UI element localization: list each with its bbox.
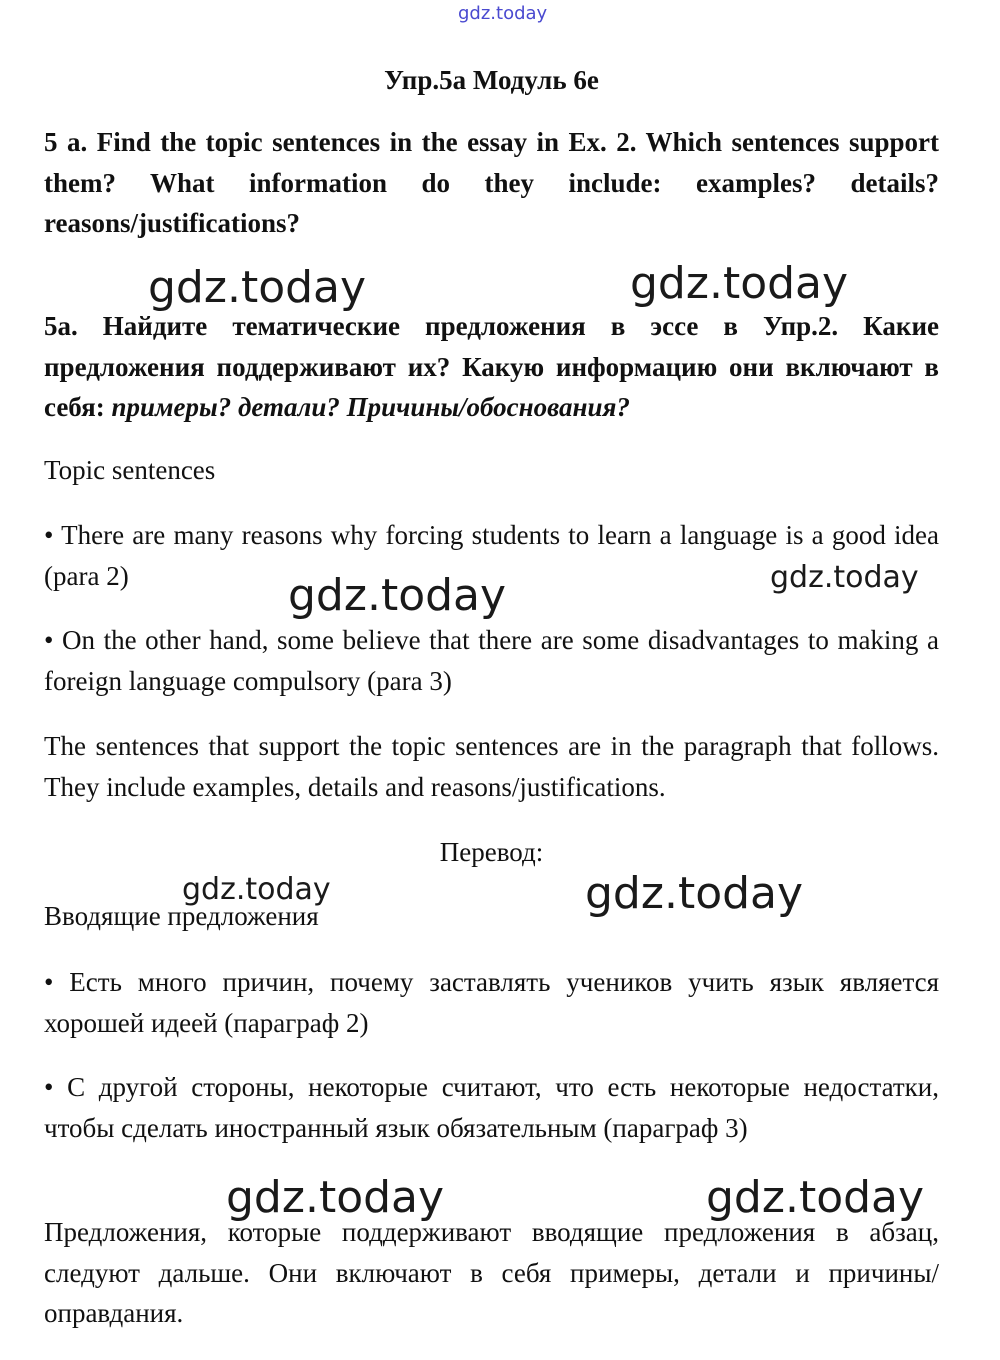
watermark: gdz.today — [148, 262, 367, 313]
task-russian — [44, 306, 939, 428]
answer-bullet-1: • There are many reasons why forcing students to learn a language is a good idea (para 2) — [44, 520, 939, 591]
translation-bullet-2: • С другой стороны, некоторые считают, что есть некоторые недостатки, чтобы сделать иностранный язык обязательным (параграф 3) — [44, 1072, 939, 1143]
watermark: gdz.today — [706, 1172, 925, 1223]
task-english: 5 a. Find the topic sentences in the essay in Ex. 2. Which sentences support them? What information do they include: examples? details? reasons/justifications? — [44, 127, 939, 238]
watermark: gdz.today — [182, 872, 331, 907]
translation-heading: Вводящие предложения — [44, 901, 319, 931]
watermark: gdz.today — [630, 258, 849, 309]
task-russian-main: 5а. Найдите тематические предложения в эссе в Упр.2. Какие предложения поддерживают их? Какую информацию они включают в себя: — [44, 311, 939, 422]
answer-bullet-2: • On the other hand, some believe that there are some disadvantages to making a foreign language compulsory (para 3) — [44, 625, 939, 696]
watermark: gdz.today — [226, 1172, 445, 1223]
watermark-top: gdz.today — [458, 3, 548, 24]
answer-conclusion: The sentences that support the topic sentences are in the paragraph that follows. They include examples, details and reasons/justifications. — [44, 731, 939, 802]
task-russian-emphasis: примеры? детали? Причины/обоснования? — [111, 392, 630, 422]
watermark: gdz.today — [288, 570, 507, 621]
watermark: gdz.today — [585, 868, 804, 919]
translation-bullet-1: • Есть много причин, почему заставлять учеников учить язык является хорошей идеей (параграф 2) — [44, 967, 939, 1038]
watermark: gdz.today — [770, 560, 919, 595]
translation-label: Перевод: — [439, 837, 544, 867]
answer-heading: Topic sentences — [44, 455, 216, 485]
translation-conclusion: Предложения, которые поддерживают вводящие предложения в абзац, следуют дальше. Они включают в себя примеры, детали и причины/оправдания. — [44, 1217, 939, 1328]
page-title: Упр.5а Модуль 6е — [384, 65, 599, 95]
